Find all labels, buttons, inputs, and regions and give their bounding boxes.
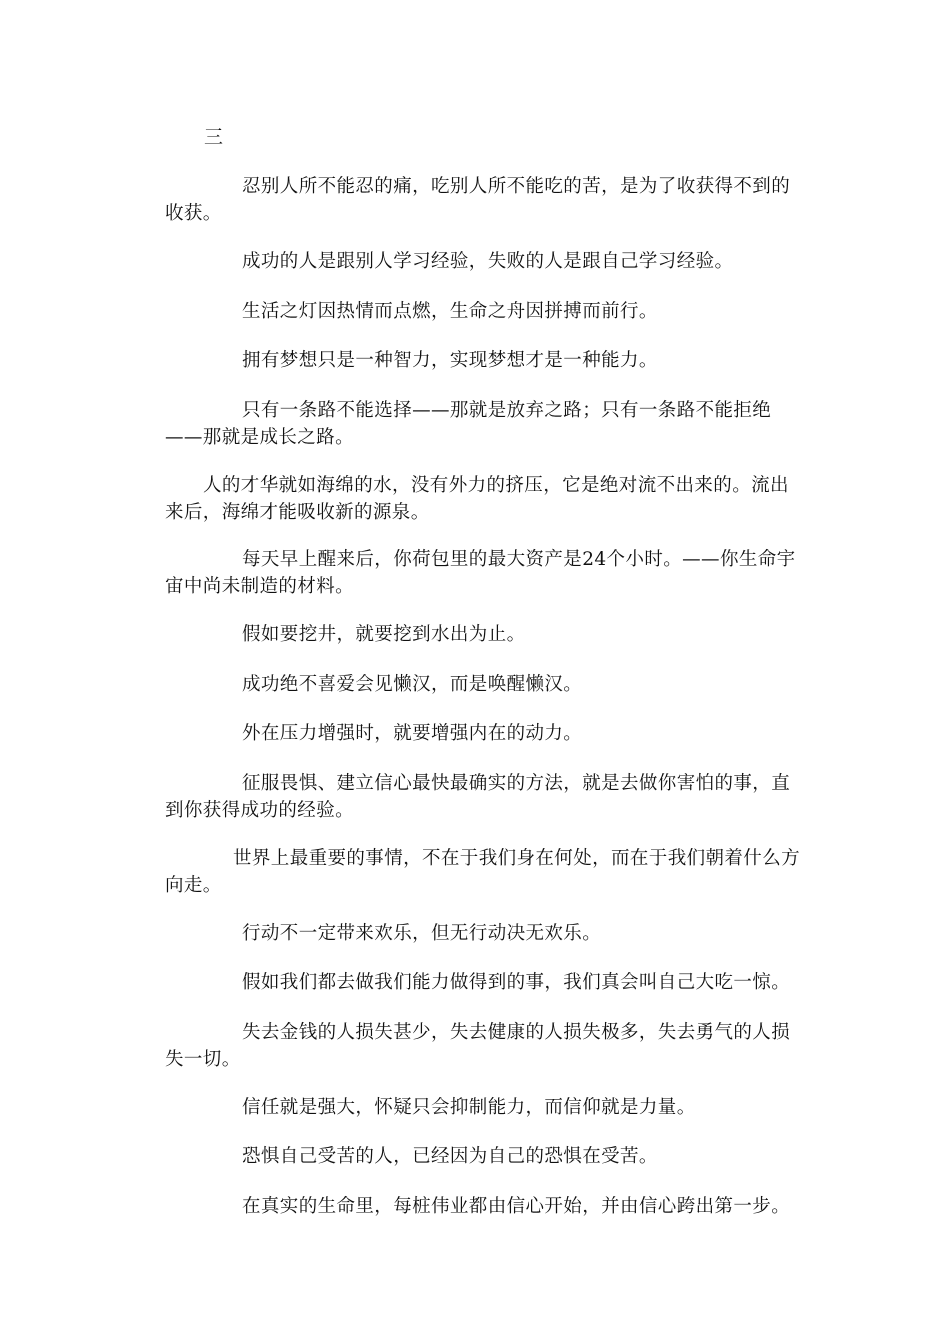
paragraph: 拥有梦想只是一种智力，实现梦想才是一种能力。 [242,350,658,371]
paragraph: 恐惧自己受苦的人，已经因为自己的恐惧在受苦。 [242,1146,658,1167]
paragraph: 失去金钱的人损失甚少，失去健康的人损失极多，失去勇气的人损失一切。 [165,1022,791,1070]
paragraph: 在真实的生命里，每桩伟业都由信心开始，并由信心跨出第一步。 [242,1196,791,1217]
paragraph: 假如要挖井，就要挖到水出为止。 [242,624,526,645]
paragraph: 每天早上醒来后，你荷包里的最大资产是24个小时。——你生命宇宙中尚未制造的材料。 [165,549,796,597]
paragraph: 征服畏惧、建立信心最快最确实的方法，就是去做你害怕的事，直到你获得成功的经验。 [165,773,791,821]
paragraph: 行动不一定带来欢乐，但无行动决无欢乐。 [242,923,602,944]
paragraph: 成功绝不喜爱会见懒汉，而是唤醒懒汉。 [242,674,583,695]
paragraph: 信任就是强大，怀疑只会抑制能力，而信仰就是力量。 [242,1097,696,1118]
paragraph: 只有一条路不能选择——那就是放弃之路；只有一条路不能拒绝——那就是成长之路。 [165,400,772,448]
paragraph: 外在压力增强时，就要增强内在的动力。 [242,723,583,744]
paragraph: 假如我们都去做我们能力做得到的事，我们真会叫自己大吃一惊。 [242,972,791,993]
paragraph: 成功的人是跟别人学习经验，失败的人是跟自己学习经验。 [242,251,734,272]
paragraph: 忍别人所不能忍的痛，吃别人所不能吃的苦，是为了收获得不到的收获。 [165,176,791,224]
paragraph: 生活之灯因热情而点燃，生命之舟因拼搏而前行。 [242,301,658,322]
section-heading: 三 [204,126,224,148]
paragraph: 世界上最重要的事情，不在于我们身在何处，而在于我们朝着什么方向走。 [165,848,801,896]
paragraph: 人的才华就如海绵的水，没有外力的挤压，它是绝对流不出来的。流出来后，海绵才能吸收新的源泉。 [165,475,789,523]
